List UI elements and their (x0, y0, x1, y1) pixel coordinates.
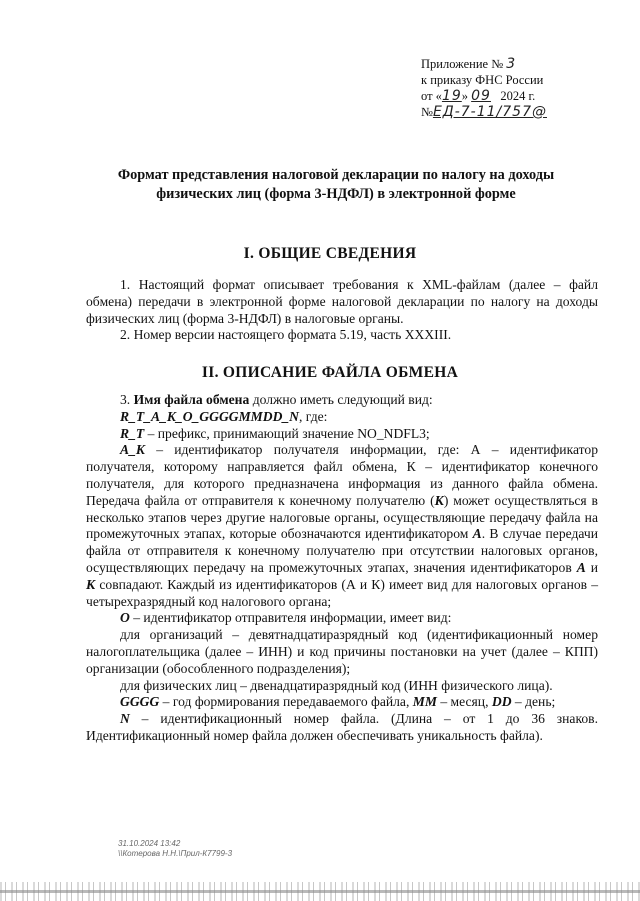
def-org: для организаций – девятнадцатиразрядный код (идентификационный номер налогоплательщика (далее – ИНН) и код причины постановки на учет (далее – КПП) организации (обособленного подразделения); (86, 627, 598, 676)
def-fl: для физических лиц – двенадцатиразрядный код (ИНН физического лица). (120, 677, 553, 693)
section-2-body (86, 392, 598, 745)
date-day: 19 (441, 88, 462, 104)
def-o: O – идентификатор отправителя информации, имеет вид: (120, 610, 452, 626)
footer-code: \\Котерова Н.Н.\Прил-К7799-3 (118, 849, 233, 858)
def-date: GGGG – год формирования передаваемого файла, MM – месяц, DD – день; (120, 694, 556, 710)
date-year: 2024 г. (500, 89, 536, 103)
section-1-heading: I. ОБЩИЕ СВЕДЕНИЯ (243, 245, 417, 262)
appendix-number: 3 (506, 56, 517, 72)
paragraph-1: 1. Настоящий формат описывает требования к XML-файлам (далее – файл обмена) передачи в электронной форме налоговой декларации по налогу на доходы физических лиц (форма 3-НДФЛ) в налоговые органы. (86, 277, 598, 326)
def-ak: A_K – идентификатор получателя информации, где: А – идентификатор получателя, которому направляется файл обмена, К – идентификатор конечного получателя, для которого предназначена информация из данного файла обмена. Передача файла от отправителя к конечному получателю (К) может осуществляться в несколько этапов через другие налоговые органы, осуществляющие передачу файла на промежуточных этапах, которые обозначаются идентификатором А. В случае передачи файла от отправителя к конечному получателю при отсутствии налоговых органов, осуществляющих передачу на промежуточных этапах, значения идентификаторов А и К совпадают. Каждый из идентификаторов (А и К) имеет вид для налоговых органов – четырехразрядный код налогового органа; (86, 442, 598, 609)
appendix-order: №ЕД-7-11/757@ (421, 104, 547, 120)
scan-artifact-line (0, 890, 640, 893)
footer-timestamp: 31.10.2024 13:42 (118, 839, 181, 848)
appendix-line-1 (421, 56, 547, 72)
date-month: 09 (471, 88, 491, 104)
def-rt: R_T – префикс, принимающий значение NO_NDFL3; (120, 425, 430, 441)
order-number: ЕД-7-11/757@ (432, 104, 547, 120)
section-2-heading: II. ОПИСАНИЕ ФАЙЛА ОБМЕНА (201, 364, 459, 381)
appendix-label: Приложение № (421, 57, 504, 71)
appendix-date: от «19» 09 2024 г. (421, 88, 536, 104)
paragraph-3: 3. Имя файла обмена должно иметь следующий вид: (120, 392, 433, 407)
paragraph-2: 2. Номер версии настоящего формата 5.19, часть XXXIII. (120, 327, 452, 343)
def-n: N – идентификационный номер файла. (Длина – от 1 до 36 знаков. Идентификационный номер файла должен обеспечивать уникальность файла). (86, 711, 598, 743)
appendix-block (421, 56, 547, 120)
section-1-body (86, 277, 598, 344)
print-footer (118, 839, 232, 859)
appendix-line-2: к приказу ФНС России (421, 73, 544, 87)
document-title: Формат представления налоговой декларации по налогу на доходы физических лиц (форма 3-НДФЛ) в электронной форме (117, 167, 555, 202)
file-name-pattern: R_T_A_K_O_GGGGMMDD_N, где: (120, 408, 328, 424)
